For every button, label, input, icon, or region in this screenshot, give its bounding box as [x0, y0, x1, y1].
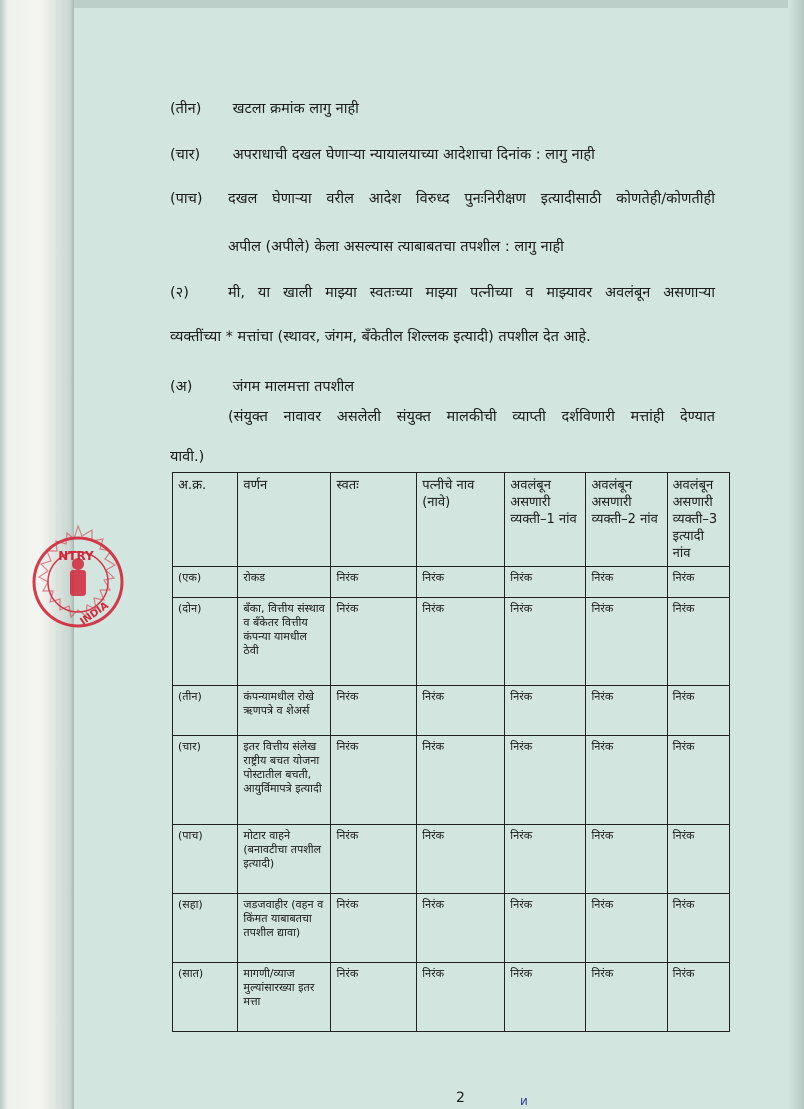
cell-dependent-1: निरंक: [505, 893, 586, 962]
line-appeal: [170, 188, 715, 208]
table-row: [173, 962, 730, 1031]
line-case-number: [170, 98, 359, 118]
line-text: जंगम मालमत्ता तपशील: [232, 379, 355, 395]
cell-self: निरंक: [331, 598, 417, 686]
cell-self: निरंक: [331, 686, 417, 736]
cell-self: निरंक: [331, 567, 417, 598]
cell-dependent-2: निरंक: [586, 962, 667, 1031]
cell-dependent-1: निरंक: [505, 736, 586, 824]
cell-dependent-1: निरंक: [505, 686, 586, 736]
cell-dependent-2: निरंक: [586, 736, 667, 824]
table-row: [173, 824, 730, 893]
table-row: [173, 686, 730, 736]
header-description: वर्णन: [238, 473, 331, 567]
cell-dependent-3: निरंक: [667, 824, 729, 893]
cell-description: मागणी/व्याज मुल्यांसारख्या इतर मत्ता: [238, 962, 331, 1031]
cell-spouse: निरंक: [417, 893, 505, 962]
cell-description: कंपन्यामधील रोखे ऋणपत्रे व शेअर्स: [238, 686, 331, 736]
page-number: 2: [456, 1090, 465, 1106]
header-dependent-3: अवलंबून असणारी व्यक्ती–3 इत्यादी नांव: [667, 473, 729, 567]
notary-seal-stamp: [16, 520, 140, 644]
line-text: व्यक्तींच्या * मत्तांचा (स्थावर, जंगम, बँकेतील शिल्लक इत्यादी) तपशील देत आहे.: [170, 329, 591, 345]
line-label: (चार): [170, 147, 201, 163]
cell-dependent-1: निरंक: [505, 598, 586, 686]
cell-self: निरंक: [331, 736, 417, 824]
line-label: (२): [170, 285, 189, 301]
cell-spouse: निरंक: [417, 567, 505, 598]
line-declaration: [170, 282, 715, 302]
movable-assets-table: [172, 472, 730, 1032]
cell-self: निरंक: [331, 824, 417, 893]
cell-serial: (सात): [173, 962, 238, 1031]
cell-dependent-3: निरंक: [667, 736, 729, 824]
cell-dependent-2: निरंक: [586, 824, 667, 893]
cell-dependent-1: निरंक: [505, 567, 586, 598]
cell-self: निरंक: [331, 893, 417, 962]
cell-description: जडजवाहीर (वहन व किंमत याबाबतचा तपशील द्यावा): [238, 893, 331, 962]
ink-mark: ᴎ: [520, 1094, 528, 1108]
line-declaration-cont: [170, 326, 591, 346]
line-joint-note: (संयुक्त नावावर असलेली संयुक्त मालकीची व्याप्ती दर्शविणारी मत्तांही देण्यात: [228, 409, 715, 425]
line-text: अपील (अपीले) केला असल्यास त्याबाबतचा तपशील : लागु नाही: [228, 239, 564, 255]
cell-description: मोटार वाहने (बनावटीचा तपशील इत्यादी): [238, 824, 331, 893]
seal-top-text: NTRY: [58, 549, 94, 563]
cell-dependent-2: निरंक: [586, 893, 667, 962]
line-court-order-date: [170, 144, 595, 164]
cell-serial: (एक): [173, 567, 238, 598]
cell-spouse: निरंक: [417, 962, 505, 1031]
cell-serial: (पाच): [173, 824, 238, 893]
cell-description: इतर वित्तीय संलेख राष्ट्रीय बचत योजना पोस्टातील बचती, आयुर्विमापत्रे इत्यादी: [238, 736, 331, 824]
table-row: [173, 598, 730, 686]
cell-serial: (दोन): [173, 598, 238, 686]
header-dependent-1: अवलंबून असणारी व्यक्ती–1 नांव: [505, 473, 586, 567]
line-text: अपराधाची दखल घेणाऱ्या न्यायालयाच्या आदेशाचा दिनांक : लागु नाही: [232, 147, 595, 163]
cell-spouse: निरंक: [417, 824, 505, 893]
cell-dependent-3: निरंक: [667, 686, 729, 736]
line-appeal-details: [228, 236, 564, 256]
cell-dependent-3: निरंक: [667, 567, 729, 598]
table-row: [173, 893, 730, 962]
cell-dependent-2: निरंक: [586, 598, 667, 686]
cell-dependent-3: निरंक: [667, 962, 729, 1031]
cell-description: बँका, वित्तीय संस्थाव व बँकेतर वित्तीय कंपन्या यामधील ठेवी: [238, 598, 331, 686]
line-label: (पाच): [170, 191, 203, 207]
header-dependent-2: अवलंबून असणारी व्यक्ती–2 नांव: [586, 473, 667, 567]
paper-right-edge: [788, 0, 804, 1109]
cell-dependent-3: निरंक: [667, 598, 729, 686]
cell-spouse: निरंक: [417, 736, 505, 824]
line-text: खटला क्रमांक लागु नाही: [232, 101, 359, 117]
paper-top-edge: [74, 0, 804, 8]
cell-dependent-2: निरंक: [586, 567, 667, 598]
seal-bottom-text: INDIA: [78, 600, 111, 628]
cell-spouse: निरंक: [417, 598, 505, 686]
line-label: (तीन): [170, 101, 202, 117]
cell-dependent-1: निरंक: [505, 824, 586, 893]
header-self: स्वतः: [331, 473, 417, 567]
line-joint-note-cont: यावी.): [170, 449, 205, 465]
header-spouse: पत्नीचे नाव (नावे): [417, 473, 505, 567]
cell-serial: (सहा): [173, 893, 238, 962]
cell-dependent-3: निरंक: [667, 893, 729, 962]
section-heading-movable: [170, 376, 354, 396]
cell-serial: (चार): [173, 736, 238, 824]
header-serial: अ.क्र.: [173, 473, 238, 567]
table-row: [173, 736, 730, 824]
cell-dependent-1: निरंक: [505, 962, 586, 1031]
cell-spouse: निरंक: [417, 686, 505, 736]
cell-self: निरंक: [331, 962, 417, 1031]
cell-dependent-2: निरंक: [586, 686, 667, 736]
cell-description: रोकड: [238, 567, 331, 598]
line-label: (अ): [170, 379, 193, 395]
table-row: [173, 567, 730, 598]
line-text: दखल घेणाऱ्या वरील आदेश विरुध्द पुनःनिरीक्षण इत्यादीसाठी कोणतेही/कोणतीही: [228, 191, 715, 207]
cell-serial: (तीन): [173, 686, 238, 736]
line-text: मी, या खाली माझ्या स्वतःच्या माझ्या पत्नीच्या व माझ्यावर अवलंबून असणाऱ्या: [228, 285, 715, 301]
table-header-row: [173, 473, 730, 567]
